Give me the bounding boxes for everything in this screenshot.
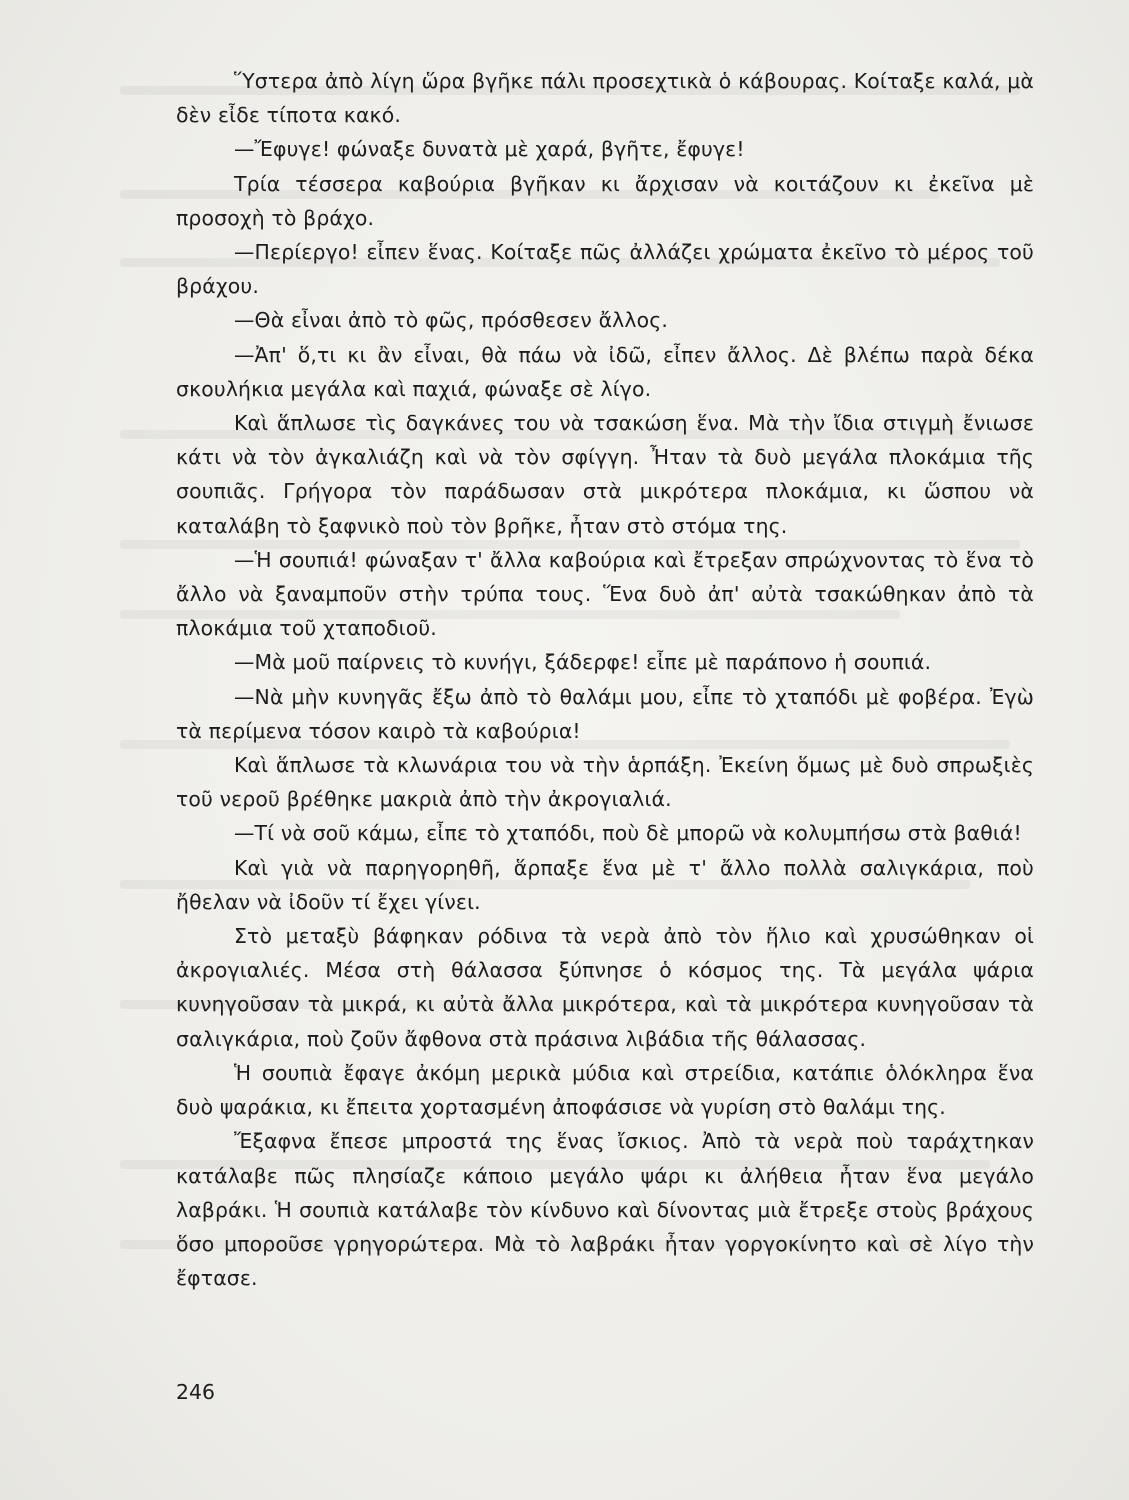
paragraph: —Ἔφυγε! φώναξε δυνατὰ μὲ χαρά, βγῆτε, ἔφυγε! <box>234 137 745 162</box>
paragraph: —Περίεργο! εἶπεν ἕνας. Κοίταξε πῶς ἀλλάζει χρώματα ἐκεῖνο τὸ μέρος τοῦ βράχου. <box>176 240 1034 299</box>
paragraph: —Νὰ μὴν κυνηγᾶς ἔξω ἀπὸ τὸ θαλάμι μου, εἶπε τὸ χταπόδι μὲ φοβέρα. Ἐγὼ τὰ περίμενα τόσον καιρὸ τὰ καβούρια! <box>176 684 1034 743</box>
paragraph: —Ἀπ' ὅ,τι κι ἂν εἶναι, θὰ πάω νὰ ἰδῶ, εἶπεν ἄλλος. Δὲ βλέπω παρὰ δέκα σκουλήκια μεγάλα καὶ παχιά, φώναξε σὲ λίγο. <box>176 342 1034 401</box>
paragraph: Στὸ μεταξὺ βάφηκαν ρόδινα τὰ νερὰ ἀπὸ τὸν ἥλιο καὶ χρυσώθηκαν οἱ ἀκρογιαλιές. Μέσα στὴ θάλασσα ξύπνησε ὁ κόσμος της. Τὰ μεγάλα ψάρια κυνηγοῦσαν τὰ μικρά, κι αὐτὰ ἄλλα μικρότερα, καὶ τὰ μικρότερα κυνηγοῦσαν τὰ σαλιγκάρια, ποὺ ζοῦν ἄφθονα στὰ πράσινα λιβάδια τῆς θάλασσας. <box>176 924 1034 1051</box>
paragraph: —Θὰ εἶναι ἀπὸ τὸ φῶς, πρόσθεσεν ἄλλος. <box>234 308 668 333</box>
paragraph: —Τί νὰ σοῦ κάμω, εἶπε τὸ χταπόδι, ποὺ δὲ μπορῶ νὰ κολυμπήσω στὰ βαθιά! <box>234 821 1022 846</box>
paragraph: —Μὰ μοῦ παίρνεις τὸ κυνήγι, ξάδερφε! εἶπε μὲ παράπονο ἡ σουπιά. <box>234 650 932 675</box>
page-number: 246 <box>176 1380 215 1404</box>
paragraph: Ἡ σουπιὰ ἔφαγε ἀκόμη μερικὰ μύδια καὶ στρείδια, κατάπιε ὁλόκληρα ἕνα δυὸ ψαράκια, κι ἔπειτα χορτασμένη ἀποφάσισε νὰ γυρίση στὸ θαλάμι της. <box>176 1060 1034 1120</box>
paragraph: Τρία τέσσερα καβούρια βγῆκαν κι ἄρχισαν νὰ κοιτάζουν κι ἐκεῖνα μὲ προσοχὴ τὸ βράχο. <box>176 171 1034 230</box>
paragraph: Καὶ ἅπλωσε τὶς δαγκάνες του νὰ τσακώση ἕνα. Μὰ τὴν ἴδια στιγμὴ ἔνιωσε κάτι νὰ τὸν ἀγκαλιάζη καὶ νὰ τὸν σφίγγη. Ἦταν τὰ δυὸ μεγάλα πλοκάμια τῆς σουπιᾶς. Γρήγορα τὸν παράδωσαν στὰ μικρότερα πλοκάμια, κι ὥσπου νὰ καταλάβη τὸ ξαφνικὸ ποὺ τὸν βρῆκε, ἦταν στὸ στόμα της. <box>176 411 1034 538</box>
paragraph: Καὶ γιὰ νὰ παρηγορηθῆ, ἅρπαξε ἕνα μὲ τ' ἄλλο πολλὰ σαλιγκάρια, ποὺ ἤθελαν νὰ ἰδοῦν τί ἔχει γίνει. <box>176 855 1034 914</box>
body-text <box>176 64 1034 1295</box>
paragraph: —Ἡ σουπιά! φώναξαν τ' ἄλλα καβούρια καὶ ἔτρεξαν σπρώχνοντας τὸ ἕνα τὸ ἄλλο νὰ ξαναμποῦν στὴν τρύπα τους. Ἕνα δυὸ ἀπ' αὐτὰ τσακώθηκαν ἀπὸ τὰ πλοκάμια τοῦ χταποδιοῦ. <box>176 547 1034 641</box>
paragraph: Ἔξαφνα ἔπεσε μπροστά της ἕνας ἴσκιος. Ἀπὸ τὰ νερὰ ποὺ ταράχτηκαν κατάλαβε πῶς πλησίαζε κάποιο μεγάλο ψάρι κι ἀλήθεια ἦταν ἕνα μεγάλο λαβράκι. Ἡ σουπιὰ κατάλαβε τὸν κίνδυνο καὶ δίνοντας μιὰ ἔτρεξε στοὺς βράχους ὅσο μποροῦσε γρηγορώτερα. Μὰ τὸ λαβράκι ἦταν γοργοκίνητο καὶ σὲ λίγο τὴν ἔφτασε. <box>176 1129 1034 1291</box>
paragraph: Καὶ ἅπλωσε τὰ κλωνάρια του νὰ τὴν ἁρπάξη. Ἐκείνη ὅμως μὲ δυὸ σπρωξιὲς τοῦ νεροῦ βρέθηκε μακριὰ ἀπὸ τὴν ἀκρογιαλιά. <box>176 753 1034 812</box>
paragraph: Ὕστερα ἀπὸ λίγη ὥρα βγῆκε πάλι προσεχτικὰ ὁ κάβουρας. Κοίταξε καλά, μὰ δὲν εἶδε τίποτα κακό. <box>176 69 1034 128</box>
